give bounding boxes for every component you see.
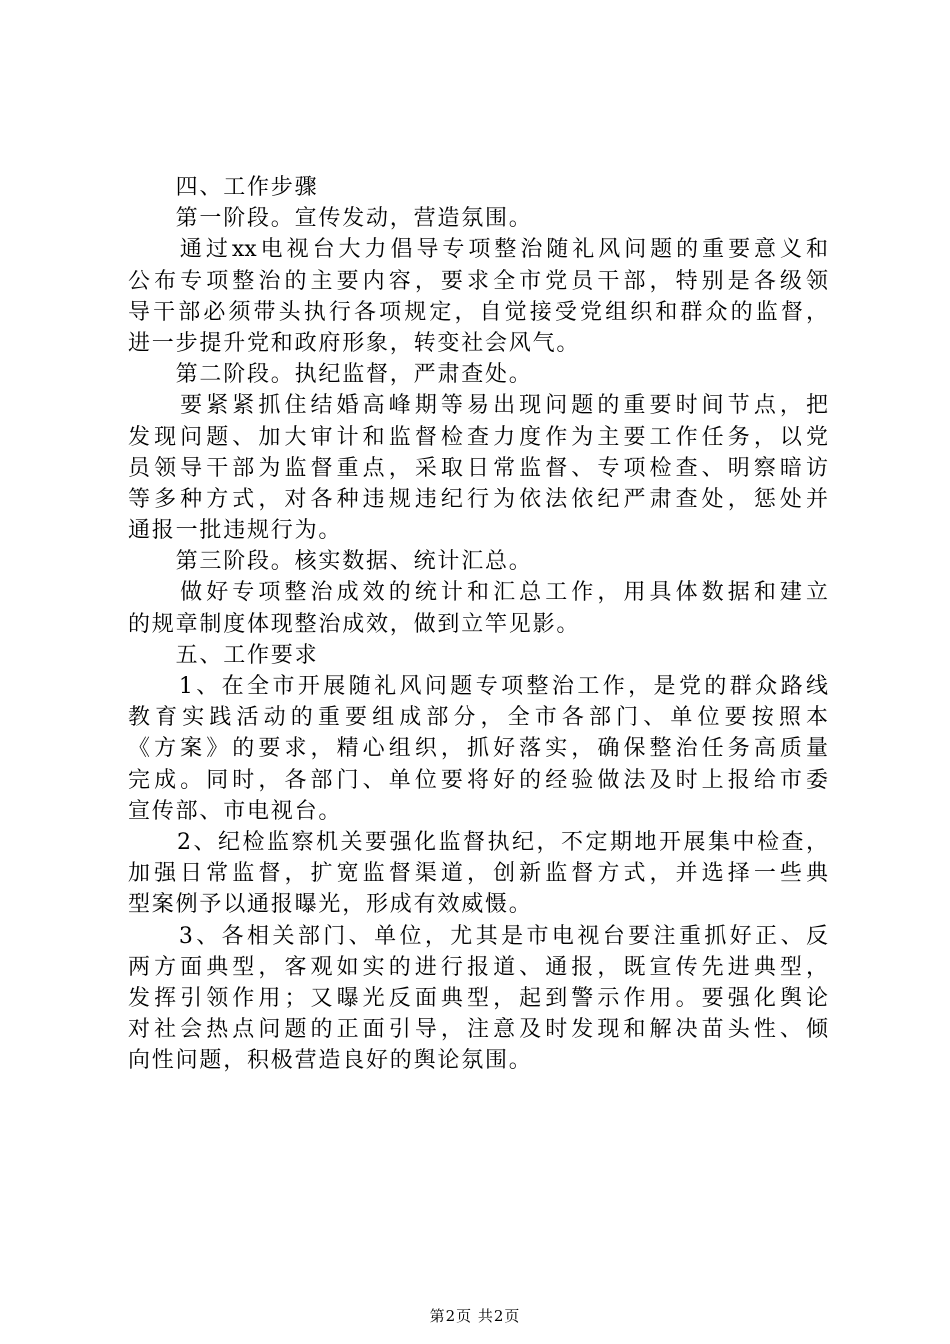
document-body	[128, 172, 828, 1076]
paragraph-line: 加强日常监督，扩宽监督渠道，创新监督方式，并选择一些典	[128, 861, 828, 887]
section-heading-requirements: 五、工作要求	[128, 642, 319, 668]
paragraph-line: 通过xx电视台大力倡导专项整治随礼风问题的重要意义和	[128, 237, 828, 263]
stage-three-heading: 第三阶段。核实数据、统计汇总。	[128, 549, 533, 575]
paragraph-line: 宣传部、市电视台。	[128, 798, 343, 824]
paragraph-line: 教育实践活动的重要组成部分，全市各部门、单位要按照本	[128, 705, 828, 731]
paragraph-line: 向性问题，积极营造良好的舆论氛围。	[128, 1048, 533, 1074]
paragraph-line: 导干部必须带头执行各项规定，自觉接受党组织和群众的监督，	[128, 299, 828, 325]
paragraph-line: 对社会热点问题的正面引导，注意及时发现和解决苗头性、倾	[128, 1017, 828, 1043]
paragraph-line: 等多种方式，对各种违规违纪行为依法依纪严肃查处，惩处并	[128, 486, 828, 512]
paragraph-line: 1、在全市开展随礼风问题专项整治工作，是党的群众路线	[128, 674, 828, 699]
paragraph-line: 3、各相关部门、单位，尤其是市电视台要注重抓好正、反	[128, 923, 828, 949]
paragraph-line: 要紧紧抓住结婚高峰期等易出现问题的重要时间节点，把	[128, 393, 828, 419]
stage-one-heading: 第一阶段。宣传发动，营造氛围。	[128, 206, 533, 232]
paragraph-line: 2、纪检监察机关要强化监督执纪，不定期地开展集中检查，	[128, 829, 828, 855]
paragraph-line: 员领导干部为监督重点，采取日常监督、专项检查、明察暗访	[128, 455, 828, 481]
paragraph-line: 《方案》的要求，精心组织，抓好落实，确保整治任务高质量	[128, 736, 828, 762]
paragraph-line: 发现问题、加大审计和监督检查力度作为主要工作任务，以党	[128, 424, 828, 450]
paragraph-line: 通报一批违规行为。	[128, 518, 343, 544]
section-heading-steps: 四、工作步骤	[128, 175, 319, 200]
paragraph-line: 型案例予以通报曝光，形成有效威慑。	[128, 892, 533, 918]
paragraph-line: 公布专项整治的主要内容，要求全市党员干部，特别是各级领	[128, 268, 828, 294]
paragraph-line: 做好专项整治成效的统计和汇总工作，用具体数据和建立	[128, 580, 828, 606]
paragraph-line: 进一步提升党和政府形象，转变社会风气。	[128, 330, 581, 356]
page-number-footer: 第2页 共2页	[429, 1307, 521, 1325]
stage-two-heading: 第二阶段。执纪监督，严肃查处。	[128, 362, 533, 388]
paragraph-line: 两方面典型，客观如实的进行报道、通报，既宣传先进典型，	[128, 954, 828, 980]
paragraph-line: 的规章制度体现整治成效，做到立竿见影。	[128, 611, 581, 637]
paragraph-line: 发挥引领作用；又曝光反面典型，起到警示作用。要强化舆论	[128, 985, 828, 1011]
paragraph-line: 完成。同时，各部门、单位要将好的经验做法及时上报给市委	[128, 767, 828, 793]
